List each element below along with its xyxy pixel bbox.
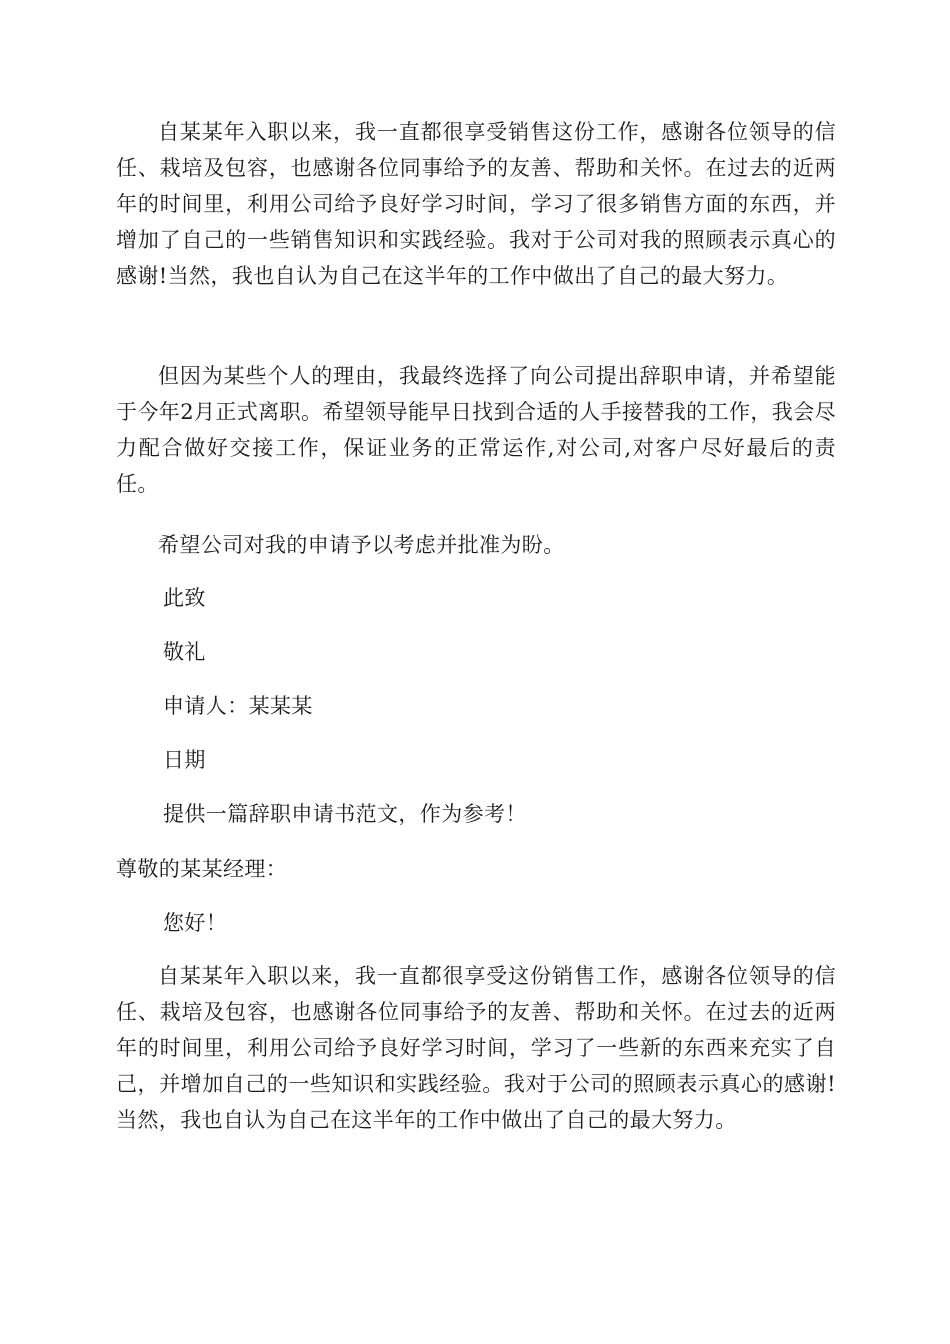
closing-text: 此致 (163, 586, 206, 610)
paragraph-text: 自某某年入职以来，我一直都很享受销售这份工作，感谢各位领导的信任、栽培及包容，也感谢各位同事给予的友善、帮助和关怀。在过去的近两年的时间里，利用公司给予良好学习时间，学习了很多销售方面的东西，并增加了自己的一些销售知识和实践经验。我对于公司对我的照顾表示真心的感谢!当然，我也自认为自己在这半年的工作中做出了自己的最大努力。 (116, 120, 836, 288)
paragraph-request (116, 527, 836, 563)
salutation-text: 尊敬的某某经理： (116, 857, 288, 881)
greeting-text: 您好！ (163, 911, 228, 935)
paragraph-text: 希望公司对我的申请予以考虑并批准为盼。 (158, 533, 565, 557)
greeting (116, 905, 836, 941)
paragraph-text: 但因为某些个人的理由，我最终选择了向公司提出辞职申请，并希望能于今年2月正式离职。希望领导能早日找到合适的人手接替我的工作，我会尽力配合做好交接工作，保证业务的正常运作,对公司,对客户尽好最后的责任。 (116, 364, 836, 496)
date-line (116, 742, 836, 778)
paragraph-text: 自某某年入职以来，我一直都很享受这份销售工作，感谢各位领导的信任、栽培及包容，也感谢各位同事给予的友善、帮助和关怀。在过去的近两年的时间里，利用公司给予良好学习时间，学习了一些新的东西来充实了自己，并增加自己的一些知识和实践经验。我对于公司的照顾表示真心的感谢!当然，我也自认为自己在这半年的工作中做出了自己的最大努力。 (116, 964, 836, 1132)
paragraph-intro-1 (116, 114, 836, 294)
salutation (116, 851, 836, 887)
closing-cizhi (116, 580, 836, 616)
applicant-text: 申请人：某某某 (163, 694, 313, 718)
closing-jingli (116, 634, 836, 670)
sample-intro-text: 提供一篇辞职申请书范文，作为参考！ (163, 802, 527, 826)
paragraph-resignation-reason (116, 358, 836, 502)
applicant-line (116, 688, 836, 724)
closing-text: 敬礼 (163, 640, 206, 664)
paragraph-intro-2 (116, 958, 836, 1138)
date-text: 日期 (163, 748, 206, 772)
sample-intro (116, 796, 836, 832)
